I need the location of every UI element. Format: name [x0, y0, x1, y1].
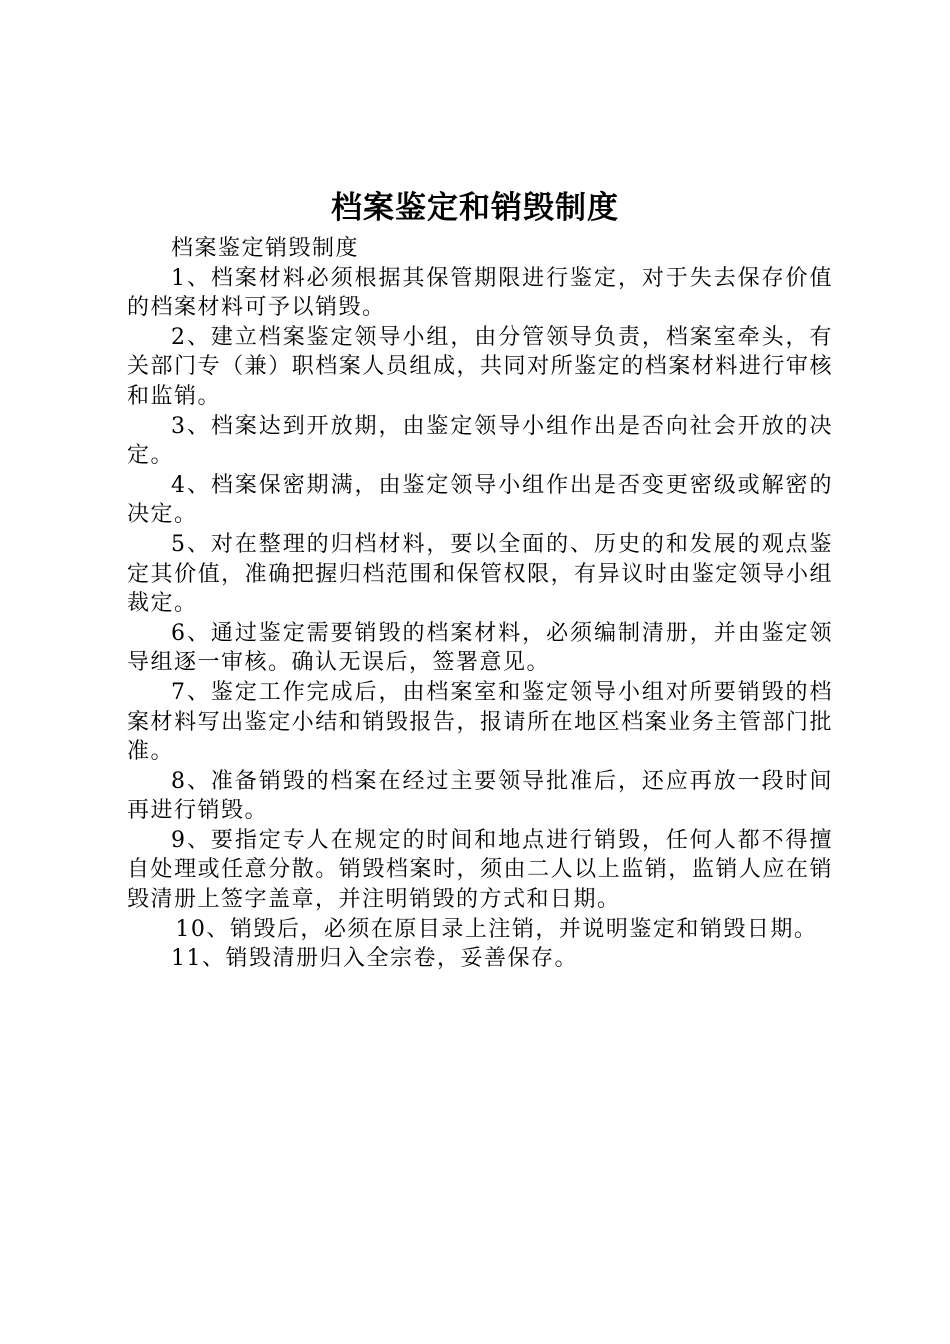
- rule-paragraph-2: 2、建立档案鉴定领导小组，由分管领导负责，档案室牵头，有关部门专（兼）职档案人员组成，共同对所鉴定的档案材料进行审核和监销。: [127, 324, 833, 409]
- rule-paragraph-7: 7、鉴定工作完成后，由档案室和鉴定领导小组对所要销毁的档案材料写出鉴定小结和销毁报告，报请所在地区档案业务主管部门批准。: [127, 679, 833, 765]
- rule-paragraph-10: 10、销毁后，必须在原目录上注销，并说明鉴定和销毁日期。: [175, 916, 818, 942]
- rule-paragraph-3: 3、档案达到开放期，由鉴定领导小组作出是否向社会开放的决定。: [127, 413, 833, 469]
- document-title: 档案鉴定和销毁制度: [331, 190, 619, 226]
- rule-paragraph-11: 11、销毁清册归入全宗卷，妥善保存。: [171, 946, 578, 972]
- document-body: [127, 234, 833, 974]
- rule-paragraph-9: 9、要指定专人在规定的时间和地点进行销毁，任何人都不得擅自处理或任意分散。销毁档案时，须由二人以上监销，监销人应在销毁清册上签字盖章，并注明销毁的方式和日期。: [127, 827, 833, 913]
- subtitle-paragraph: 档案鉴定销毁制度: [171, 236, 360, 261]
- rule-paragraph-5: 5、对在整理的归档材料，要以全面的、历史的和发展的观点鉴定其价值，准确把握归档范围和保管权限，有异议时由鉴定领导小组裁定。: [127, 531, 833, 617]
- rule-paragraph-8: 8、准备销毁的档案在经过主要领导批准后，还应再放一段时间再进行销毁。: [127, 768, 833, 824]
- rule-paragraph-6: 6、通过鉴定需要销毁的档案材料，必须编制清册，并由鉴定领导组逐一审核。确认无误后，签署意见。: [127, 620, 833, 676]
- rule-paragraph-4: 4、档案保密期满，由鉴定领导小组作出是否变更密级或解密的决定。: [127, 472, 833, 528]
- rule-paragraph-1: 1、档案材料必须根据其保管期限进行鉴定，对于失去保存价值的档案材料可予以销毁。: [127, 265, 833, 321]
